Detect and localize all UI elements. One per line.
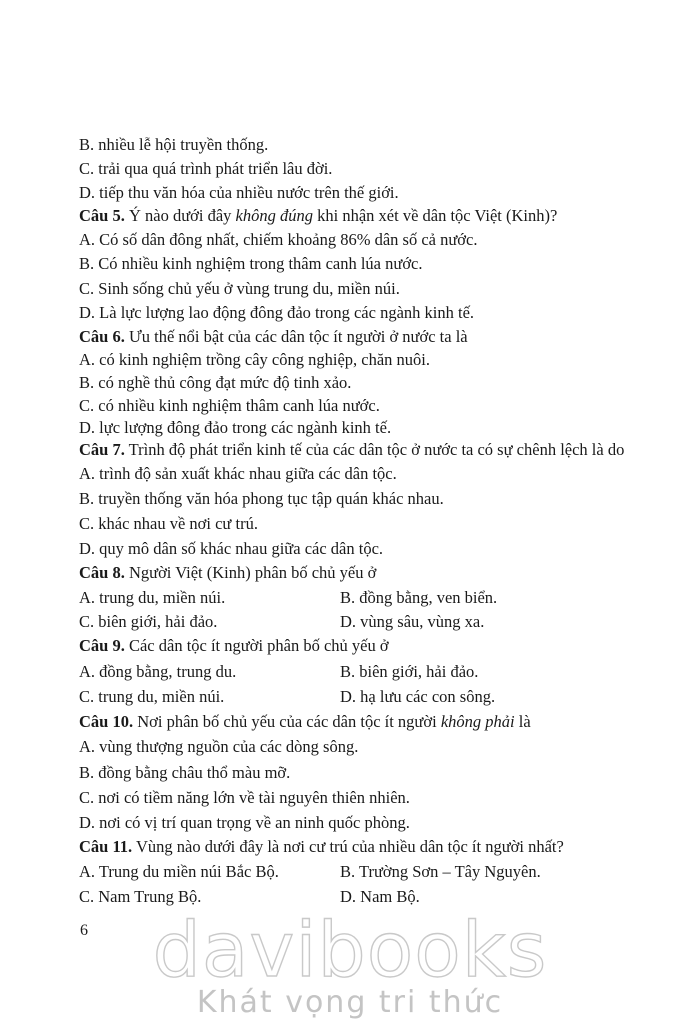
question-7 bbox=[79, 440, 624, 460]
question-text: Trình độ phát triển kinh tế của các dân tộc ở nước ta có sự chênh lệch là do bbox=[124, 440, 625, 459]
q8-option-a: A. trung du, miền núi. bbox=[79, 588, 226, 607]
question-label: Câu 11. bbox=[79, 837, 133, 856]
q7-option-c: C. khác nhau về nơi cư trú. bbox=[79, 514, 258, 533]
q5-option-d: D. Là lực lượng lao động đông đảo trong các ngành kinh tế. bbox=[79, 303, 475, 322]
q10-option-c: C. nơi có tiềm năng lớn về tài nguyên thiên nhiên. bbox=[79, 788, 410, 807]
question-text: Vùng nào dưới đây là nơi cư trú của nhiều dân tộc ít người nhất? bbox=[132, 837, 564, 856]
question-9 bbox=[79, 636, 389, 656]
question-label: Câu 8. bbox=[79, 563, 125, 582]
q11-option-row-2 bbox=[79, 887, 420, 907]
question-text: Nơi phân bố chủ yếu của các dân tộc ít người bbox=[133, 712, 441, 731]
q9-option-c: C. trung du, miền núi. bbox=[79, 687, 225, 706]
question-text: là bbox=[514, 712, 531, 731]
q9-option-d: D. hạ lưu các con sông. bbox=[340, 687, 496, 706]
q8-option-row-1 bbox=[79, 588, 498, 608]
q11-option-row-1 bbox=[79, 862, 541, 882]
watermark-slogan: Khát vọng tri thức bbox=[196, 985, 504, 1020]
q9-option-b: B. biên giới, hải đảo. bbox=[340, 662, 479, 681]
q11-option-c: C. Nam Trung Bộ. bbox=[79, 887, 202, 906]
q9-option-a: A. đồng bằng, trung du. bbox=[79, 662, 237, 681]
question-10 bbox=[79, 712, 531, 732]
q6-option-b: B. có nghề thủ công đạt mức độ tinh xảo. bbox=[79, 373, 352, 392]
question-8 bbox=[79, 563, 376, 583]
q6-option-a: A. có kinh nghiệm trồng cây công nghiệp, chăn nuôi. bbox=[79, 350, 431, 369]
question-text: khi nhận xét về dân tộc Việt (Kinh)? bbox=[313, 206, 558, 225]
question-emphasis: không phải bbox=[440, 712, 515, 731]
q8-option-row-2 bbox=[79, 612, 485, 632]
q10-option-d: D. nơi có vị trí quan trọng về an ninh quốc phòng. bbox=[79, 813, 410, 832]
question-text: Người Việt (Kinh) phân bố chủ yếu ở bbox=[124, 563, 377, 582]
q7-option-d: D. quy mô dân số khác nhau giữa các dân tộc. bbox=[79, 539, 384, 558]
watermark-brand: davibooks bbox=[152, 905, 548, 994]
q8-option-d: D. vùng sâu, vùng xa. bbox=[340, 612, 485, 631]
question-label: Câu 9. bbox=[79, 636, 125, 655]
question-label: Câu 6. bbox=[79, 327, 125, 346]
question-text: Ưu thế nổi bật của các dân tộc ít người ở nước ta là bbox=[124, 327, 468, 346]
q4-option-b: B. nhiều lễ hội truyền thống. bbox=[79, 135, 269, 154]
q5-option-c: C. Sinh sống chủ yếu ở vùng trung du, miền núi. bbox=[79, 279, 400, 298]
q6-option-d: D. lực lượng đông đảo trong các ngành kinh tế. bbox=[79, 418, 392, 437]
q7-option-b: B. truyền thống văn hóa phong tục tập quán khác nhau. bbox=[79, 489, 444, 508]
q5-option-a: A. Có số dân đông nhất, chiếm khoảng 86% dân số cả nước. bbox=[79, 230, 478, 249]
question-text: Các dân tộc ít người phân bố chủ yếu ở bbox=[124, 636, 389, 655]
q8-option-b: B. đồng bằng, ven biển. bbox=[340, 588, 498, 607]
q11-option-b: B. Trường Sơn – Tây Nguyên. bbox=[340, 862, 541, 881]
question-5 bbox=[79, 206, 557, 226]
question-emphasis: không đúng bbox=[235, 206, 313, 225]
question-label: Câu 7. bbox=[79, 440, 125, 459]
question-11 bbox=[79, 837, 564, 857]
q10-option-b: B. đồng bằng châu thổ màu mỡ. bbox=[79, 763, 291, 782]
question-text: Ý nào dưới đây bbox=[124, 206, 236, 225]
q11-option-a: A. Trung du miền núi Bắc Bộ. bbox=[79, 862, 279, 881]
page-number: 6 bbox=[80, 922, 88, 939]
q11-option-d: D. Nam Bộ. bbox=[340, 887, 420, 906]
question-label: Câu 5. bbox=[79, 206, 125, 225]
q8-option-c: C. biên giới, hải đảo. bbox=[79, 612, 218, 631]
question-6 bbox=[79, 327, 468, 347]
q9-option-row-1 bbox=[79, 662, 479, 682]
q4-option-c: C. trải qua quá trình phát triển lâu đời. bbox=[79, 159, 333, 178]
q10-option-a: A. vùng thượng nguồn của các dòng sông. bbox=[79, 737, 359, 756]
q6-option-c: C. có nhiều kinh nghiệm thâm canh lúa nước. bbox=[79, 396, 380, 415]
q9-option-row-2 bbox=[79, 687, 496, 707]
q7-option-a: A. trình độ sản xuất khác nhau giữa các dân tộc. bbox=[79, 464, 397, 483]
q4-option-d: D. tiếp thu văn hóa của nhiều nước trên thế giới. bbox=[79, 183, 399, 202]
question-label: Câu 10. bbox=[79, 712, 134, 731]
q5-option-b: B. Có nhiều kinh nghiệm trong thâm canh lúa nước. bbox=[79, 254, 423, 273]
